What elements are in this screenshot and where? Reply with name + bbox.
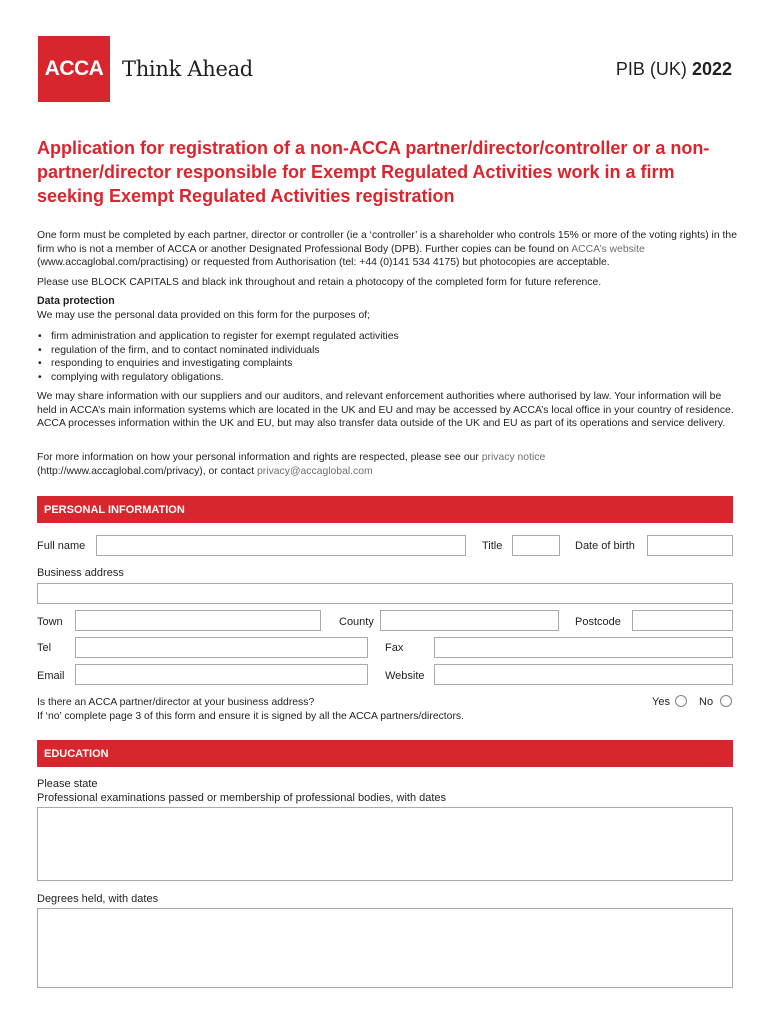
logo-text: ACCA [44,57,104,80]
list-item: • complying with regulatory obligations. [37,371,737,385]
website-field[interactable] [434,664,733,685]
full-name-label: Full name [37,540,86,552]
block-capitals-note: Please use BLOCK CAPITALS and black ink throughout and retain a photocopy of the completed form for future reference. [37,277,602,288]
intro-paragraph [37,229,737,270]
title-field[interactable] [512,535,560,556]
form-reference [616,59,732,80]
intro-text-1: One form must be completed by each partner, director or controller (ie a ‘controller’ is a shareholder who controls 15% or more of the voting rights) in the firm who is not a member of ACCA or another Designated Professional Body (DPB). Further copies can be found on [37,230,737,255]
county-field[interactable] [380,610,559,631]
acca-logo [38,36,110,102]
personal-information-heading: PERSONAL INFORMATION [37,496,733,523]
data-protection-intro: We may use the personal data provided on this form for the purposes of; [37,310,371,321]
page-title: Application for registration of a non-ACCA partner/director/controller or a non-partner/director responsible for Exempt Regulated Activities work in a firm seeking Exempt Regulated Activities registration [37,138,710,206]
privacy-notice-link[interactable]: privacy notice [481,452,546,463]
tel-label: Tel [37,642,52,654]
fax-label: Fax [385,642,404,654]
title-label: Title [482,540,503,552]
no-label: No [699,696,714,708]
tagline: Think Ahead [122,57,253,81]
partner-question-note: If ‘no’ complete page 3 of this form and ensure it is signed by all the ACCA partners/directors. [37,710,465,722]
professional-exams-label: Professional examinations passed or membership of professional bodies, with dates [37,792,447,804]
yes-radio[interactable] [675,695,687,707]
degrees-label: Degrees held, with dates [37,893,159,905]
email-field[interactable] [75,664,368,685]
more-info-text-2: (http://www.accaglobal.com/privacy), or contact [37,465,258,477]
data-protection-heading: Data protection [37,295,115,307]
acca-website-link[interactable]: ACCA’s website [571,243,645,255]
intro-text-2: (www.accaglobal.com/practising) or requested from Authorisation (tel: +44 (0)141 534 4175) but photocopies are acceptable. [37,257,610,268]
list-item: • firm administration and application to register for exempt regulated activities [37,330,737,344]
more-info-text-1: For more information on how your personal information and rights are respected, please see our [37,452,482,463]
tel-field[interactable] [75,637,368,658]
education-heading: EDUCATION [37,740,733,767]
form-year: 2022 [691,59,732,79]
fax-field[interactable] [434,637,733,658]
county-label: County [339,616,374,628]
postcode-label: Postcode [575,616,621,628]
data-sharing-paragraph: We may share information with our suppliers and our auditors, and relevant enforcement authorities where authorised by law. Your information will be held in ACCA’s main information systems which are located in the UK and EU and may be accessed by ACCA’s local office in your country of residence. ACCA processes information within the UK and EU, but may also transfer data outside of the UK and EU as part of its operations and service delivery. [37,391,734,429]
professional-exams-field[interactable] [37,807,733,881]
please-state-label: Please state [37,778,98,790]
email-label: Email [37,670,65,682]
town-field[interactable] [75,610,321,631]
date-of-birth-label: Date of birth [575,540,635,552]
partner-question-text: Is there an ACCA partner/director at your business address? [37,697,315,708]
form-code: PIB (UK) [615,59,687,79]
website-label: Website [385,670,425,682]
no-radio[interactable] [720,695,732,707]
business-address-label: Business address [37,567,124,579]
date-of-birth-field[interactable] [647,535,733,556]
business-address-field[interactable] [37,583,733,604]
postcode-field[interactable] [632,610,733,631]
partner-question [37,696,637,723]
list-item: • responding to enquiries and investigating complaints [37,357,737,371]
town-label: Town [37,616,63,628]
degrees-field[interactable] [37,908,733,988]
purposes-list [37,330,737,384]
full-name-field[interactable] [96,535,466,556]
list-item: • regulation of the firm, and to contact nominated individuals [37,344,737,358]
yes-label: Yes [652,696,670,708]
more-info-paragraph [37,451,737,478]
privacy-email-link[interactable]: privacy@accaglobal.com [257,465,373,477]
